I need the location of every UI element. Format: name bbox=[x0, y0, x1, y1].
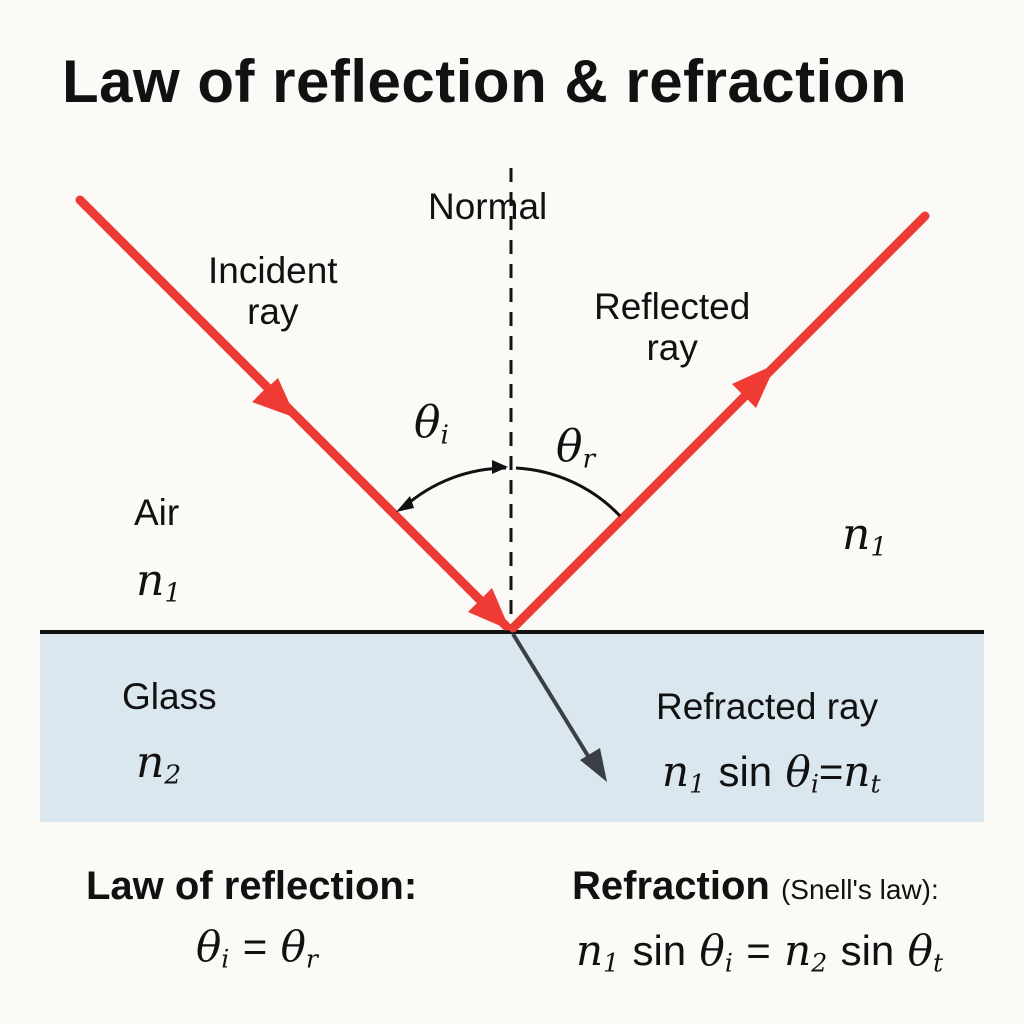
arc-arrow-left bbox=[396, 496, 414, 512]
refraction-inline-equation: $n_1$ $\sin \theta_i=n_t$ bbox=[662, 747, 881, 799]
reflected-ray-label: Reflected ray bbox=[594, 286, 751, 369]
arc-arrow-right bbox=[492, 460, 508, 474]
n1-left-label: $n_1$ bbox=[136, 555, 182, 609]
reflection-law-title: Law of reflection: bbox=[86, 864, 418, 908]
reflection-law-equation: $\theta_i = \theta_r$ bbox=[196, 922, 318, 974]
refraction-law-title: Refraction (Snell's law): bbox=[572, 864, 939, 908]
n2-label: $n_2$ bbox=[136, 737, 182, 791]
incident-ray-label: Incident ray bbox=[208, 250, 338, 333]
normal-label: Normal bbox=[428, 186, 548, 227]
n1-right-label: $n_1$ bbox=[842, 509, 888, 563]
page-title: Law of reflection & refraction bbox=[62, 48, 908, 115]
glass-label: Glass bbox=[122, 676, 217, 717]
snells-law-equation: $n_1$ $\sin \theta_i = n_2$ $\sin \theta_t$ bbox=[576, 926, 944, 978]
theta-r-label: $\theta_r$ bbox=[556, 421, 596, 475]
refracted-ray-label: Refracted ray bbox=[656, 686, 879, 727]
theta-i-label: $\theta_i$ bbox=[414, 397, 449, 451]
angle-arc-incident bbox=[404, 468, 506, 507]
angle-arc-reflected bbox=[516, 468, 620, 516]
air-label: Air bbox=[134, 492, 180, 533]
